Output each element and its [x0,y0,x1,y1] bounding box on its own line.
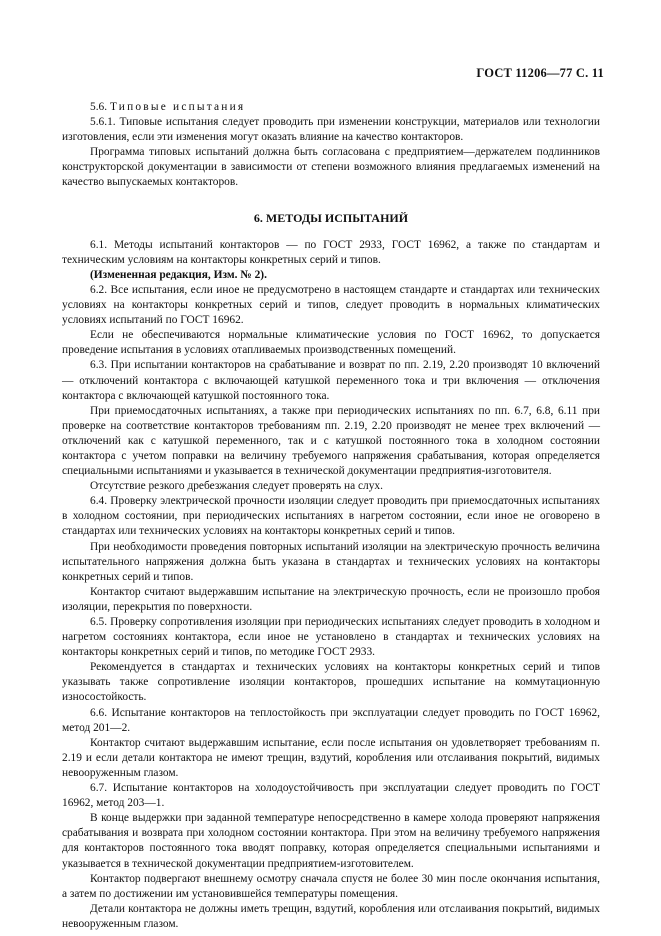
paragraph: Детали контактора не должны иметь трещин, вздутий, коробления или отслаивания покрытий, видимых невооруженным глазом. [62,902,600,930]
paragraph: Контактор подвергают внешнему осмотру сначала спустя не более 30 мин после окончания испытания, а затем по достижении им установившейся температуры помещения. [62,872,600,900]
paragraph: Контактор считают выдержавшим испытание, если после испытания он удовлетворяет требованиям п. 2.19 и если детали контактора не имеют трещин, вздутий, коробления или отслаивания покрытий, видимых невооруженным глазом. [62,736,600,779]
page-content [62,100,600,932]
paragraph: 6.7. Испытание контакторов на холодоустойчивость при эксплуатации следует проводить по ГОСТ 16962, метод 203—1. [62,782,600,810]
paragraph: Рекомендуется в стандартах и технических условиях на контакторы конкретных серий и типов указывать также сопротивление изоляции контакторов, прошедших испытание на коммутационную износостойкость. [62,661,600,704]
paragraph: Контактор считают выдержавшим испытание на электрическую прочность, если не произошло пробоя изоляции, перекрытия по поверхности. [62,585,600,613]
paragraph: При необходимости проведения повторных испытаний изоляции на электрическую прочность величина испытательного напряжения должна быть указана в стандартах и технических условиях на контакторы конкретных серий и типов. [62,540,600,583]
paragraph: 6.1. Методы испытаний контакторов — по ГОСТ 2933, ГОСТ 16962, а также по стандартам и техническим условиям на контакторы конкретных серий и типов. [62,238,600,266]
clause-5-6-heading [62,100,600,115]
page-header: ГОСТ 11206—77 С. 11 [476,66,604,80]
paragraph: 6.6. Испытание контакторов на теплостойкость при эксплуатации следует проводить по ГОСТ 16962, метод 201—2. [62,706,600,734]
section-title: 6. МЕТОДЫ ИСПЫТАНИЙ [253,210,409,225]
paragraph: 6.3. При испытании контакторов на срабатывание и возврат по пп. 2.19, 2.20 производят 10 включений — отключений контактора с включающей катушкой переменного тока и три включения — отключения контактора с включающей катушкой постоянного тока. [62,359,600,402]
paragraph: Отсутствие резкого дребезжания следует проверять на слух. [90,480,383,493]
clause-5-6-title: Типовые испытания [109,101,246,113]
clause-5-6-number: 5.6. [90,101,110,113]
amendment-note: (Измененная редакция, Изм. № 2). [90,268,267,281]
paragraph: В конце выдержки при заданной температуре непосредственно в камере холода проверяют напряжения срабатывания и возврата при холодном состоянии контактора. При этом на величину требуемого напряжения для контакторов постоянного тока вводят поправку, которая определяется специальными испытаниями и указывается в технической документации предприятием-изготовителем. [62,812,600,870]
paragraph: При приемосдаточных испытаниях, а также при периодических испытаниях по пп. 6.7, 6.8, 6.11 при проверке на соответствие контакторов требованиям пп. 2.19, 2.20 производят не менее трех включений — отключений как с катушкой переменного, так и с катушкой постоянного тока в холодном состоянии контактора с учетом поправки на величину требуемого напряжения срабатывания, которая определяется специальными испытаниями и указывается в технической документации предприятия-изготовителя. [62,404,600,478]
paragraph: 6.5. Проверку сопротивления изоляции при периодических испытаниях следует проводить в холодном и нагретом состояниях контактора, если иное не установлено в стандартах и технических условиях на контакторы конкретных серий и типов, по методике ГОСТ 2933. [62,616,600,659]
paragraph: Программа типовых испытаний должна быть согласована с предприятием—держателем подлинников конструкторской документации в зависимости от степени возможного влияния предлагаемых изменений на качество выпускаемых контакторов. [62,146,600,189]
paragraph: 6.2. Все испытания, если иное не предусмотрено в настоящем стандарте и стандартах или технических условиях на контакторы конкретных серий и типов, следует проводить в нормальных климатических условиях испытаний по ГОСТ 16962. [62,283,600,327]
paragraph: 5.6.1. Типовые испытания следует проводить при изменении конструкции, материалов или технологии изготовления, если эти изменения могут оказать влияние на качество контакторов. [62,116,600,144]
paragraph: Если не обеспечиваются нормальные климатические условия по ГОСТ 16962, то допускается проведение испытания в условиях отапливаемых производственных помещений. [62,329,600,357]
paragraph: 6.4. Проверку электрической прочности изоляции следует проводить при приемосдаточных испытаниях в холодном состоянии, при периодических испытаниях в нагретом состоянии, если иное не оговорено в стандартах или технических условиях на контакторы конкретных серий и типов. [62,495,600,538]
